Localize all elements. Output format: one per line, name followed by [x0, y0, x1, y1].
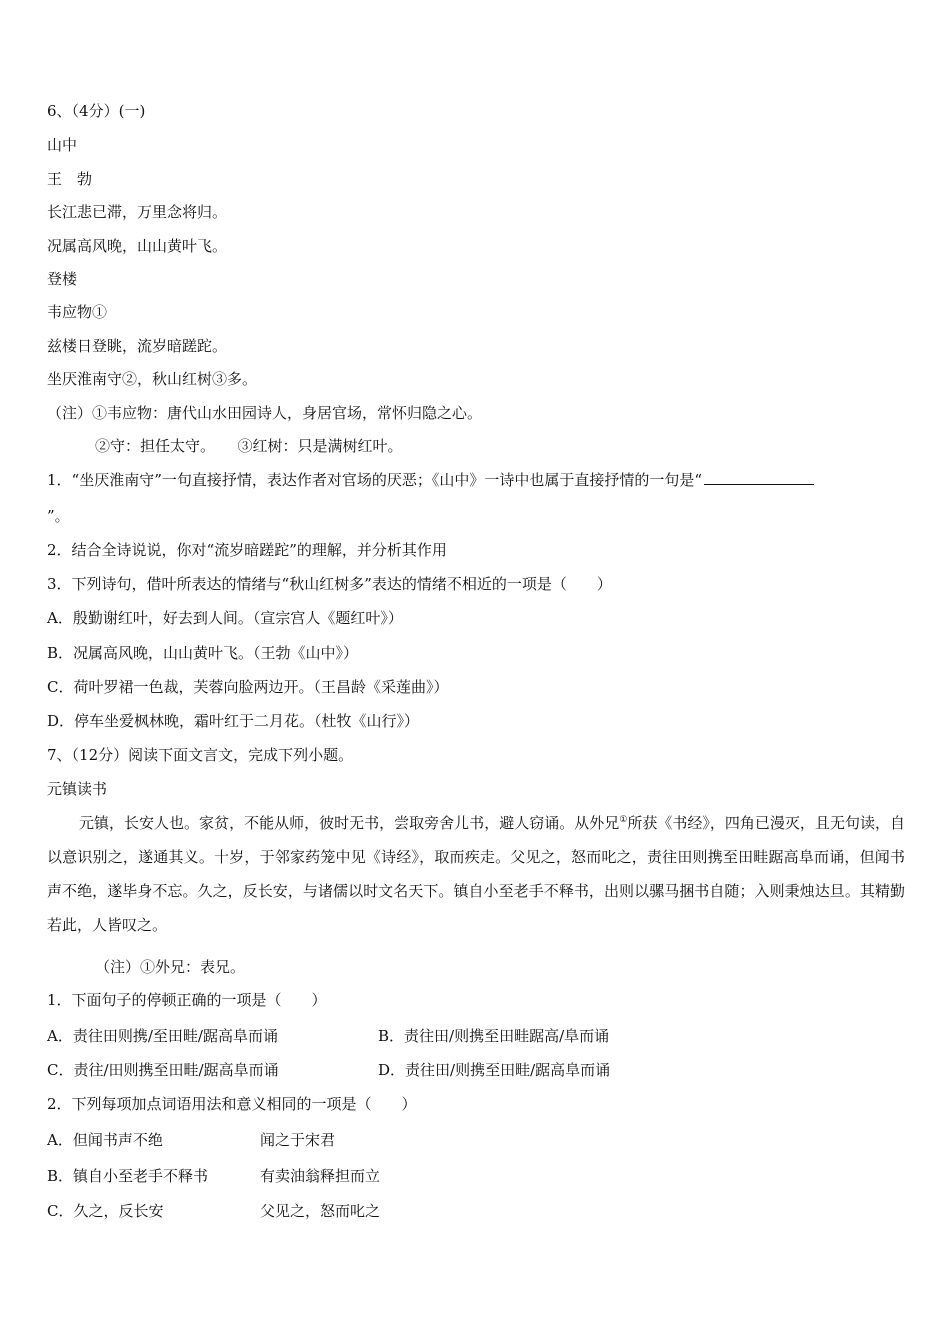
- q6-note1: （注）①韦应物：唐代山水田园诗人，身居官场，常怀归隐之心。: [47, 404, 483, 422]
- q6-q3-option-b: B．况属高风晚，山山黄叶飞。（王勃《山中》）: [47, 644, 359, 662]
- q7-sub2-option-a-right: 闻之于宋君: [260, 1131, 336, 1149]
- q6-q3-option-c: C．荷叶罗裙一色裁，芙蓉向脸两边开。（王昌龄《采莲曲》）: [47, 678, 449, 696]
- q7-passage: [47, 803, 905, 942]
- q6-question1-end: ”。: [47, 507, 70, 525]
- q6-q3-option-a: A．殷勤谢红叶，好去到人间。（宣宗宫人《题红叶》）: [47, 609, 403, 627]
- q7-sub2-option-a: [47, 1130, 163, 1150]
- q7-sub1-option-a: A．责往田则携/至田畦/踞高阜而诵: [47, 1027, 278, 1045]
- poem1-author: 王 勃: [47, 170, 93, 188]
- poem2-line1: 兹楼日登眺，流岁暗蹉跎。: [47, 337, 228, 355]
- poem2-title: 登楼: [47, 270, 78, 288]
- q7-passage-part-a: 元镇，长安人也。家贫，不能从师，彼时无书，尝取旁舍儿书，避人窃诵。从外兄: [79, 814, 620, 832]
- q7-header: 7、（12分）阅读下面文言文，完成下列小题。: [47, 746, 354, 764]
- q7-sub2-option-a-left: A．但闻书声不绝: [47, 1131, 163, 1149]
- q7-sub1-option-d: D．责往田/则携至田畦/踞高阜而诵: [378, 1061, 611, 1079]
- q7-note: （注）①外兄：表兄。: [95, 958, 246, 976]
- q7-passage-title: 元镇读书: [47, 780, 108, 798]
- poem1-title: 山中: [47, 136, 78, 154]
- q7-sub2-option-b: [47, 1166, 208, 1186]
- footnote-marker: ①: [619, 815, 628, 825]
- poem1-line2: 况属高风晚，山山黄叶飞。: [47, 237, 228, 255]
- poem2-author: 韦应物①: [47, 303, 108, 321]
- q7-sub2-option-b-right: 有卖油翁释担而立: [260, 1167, 381, 1185]
- poem2-line2: 坐厌淮南守②，秋山红树③多。: [47, 370, 258, 388]
- q7-sub1-option-b: B．责往田/则携至田畦踞高/阜而诵: [378, 1027, 610, 1045]
- q6-header: 6、（4分）(一): [47, 102, 146, 120]
- q6-question2: 2．结合全诗说说，你对“流岁暗蹉跎”的理解，并分析其作用: [47, 541, 447, 559]
- q6-q3-option-d: D．停车坐爱枫林晚，霜叶红于二月花。（杜牧《山行》）: [47, 712, 420, 730]
- q7-sub1-option-c: C．责往/田则携至田畦/踞高阜而诵: [47, 1061, 279, 1079]
- q7-sub1: 1．下面句子的停顿正确的一项是（ ）: [47, 991, 327, 1009]
- q7-sub2-option-c-right: 父见之，怒而叱之: [260, 1202, 381, 1220]
- q6-question1-text: 1．“坐厌淮南守”一句直接抒情，表达作者对官场的厌恶；《山中》一诗中也属于直接抒情的一句是“: [47, 471, 703, 489]
- q6-note2: ②守：担任太守。 ③红树：只是满树红叶。: [95, 437, 403, 455]
- poem1-line1: 长江悲已滞，万里念将归。: [47, 203, 228, 221]
- q7-sub2-option-c-left: C．久之，反长安: [47, 1202, 164, 1220]
- q6-question3: 3．下列诗句，借叶所表达的情绪与“秋山红树多”表达的情绪不相近的一项是（ ）: [47, 575, 612, 593]
- answer-blank[interactable]: [704, 470, 814, 485]
- q7-passage-part-b: 所获《书经》，四角已漫灭，且无句读，自以意识别之，遂通其义。十岁，于邻家药笼中见《诗经》，取而疾走。父见之，怒而叱之，责往田则携至田畦踞高阜而诵，但闻书声不绝，遂毕身不忘。久之，反长安，与诸儒以时文名天下。镇自小至老手不释书，出则以骡马捆书自随；入则秉烛达旦。其精勤若此，人皆叹之。: [47, 814, 905, 934]
- q7-sub2: 2．下列每项加点词语用法和意义相同的一项是（ ）: [47, 1095, 417, 1113]
- q7-sub2-option-c: [47, 1201, 163, 1221]
- q6-question1: [47, 470, 814, 490]
- q7-sub2-option-b-left: B．镇自小至老手不释书: [47, 1167, 209, 1185]
